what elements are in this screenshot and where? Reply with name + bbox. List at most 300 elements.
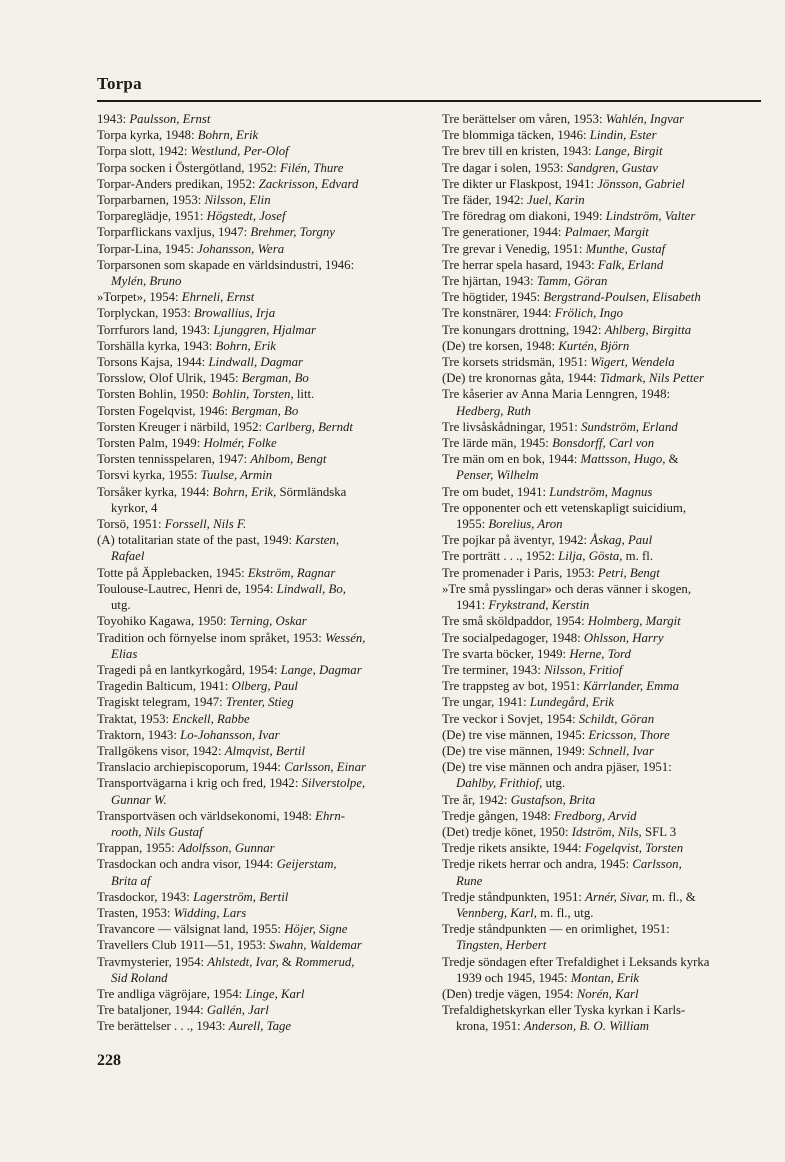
entry-title: utg. <box>111 598 131 613</box>
entry-author: Holmberg, Margit <box>587 614 681 629</box>
index-entry <box>97 921 419 937</box>
running-head: Torpa <box>97 74 142 93</box>
index-entry <box>442 646 764 662</box>
index-entry <box>97 581 419 613</box>
index-entry <box>97 954 419 986</box>
index-entry <box>442 500 764 532</box>
index-entry <box>442 711 764 727</box>
index-entry <box>97 711 419 727</box>
entry-title: (Det) tredje könet, 1950: <box>442 824 572 839</box>
entry-continuation <box>442 937 764 953</box>
index-entry <box>442 630 764 646</box>
entry-author: Ehrneli, Ernst <box>181 290 255 305</box>
entry-author: Ljunggren, Hjalmar <box>213 322 317 337</box>
entry-author: Bohrn, Erik, <box>212 484 277 499</box>
entry-author: Holmér, Folke <box>203 436 277 451</box>
entry-author: Lundegård, Erik <box>529 695 615 710</box>
entry-author: Gunnar W. <box>111 792 167 807</box>
entry-title: Tre terminer, 1943: <box>442 662 545 677</box>
index-entry <box>442 613 764 629</box>
entry-title: Traktorn, 1943: <box>97 727 181 742</box>
entry-author: Rafael <box>111 549 145 564</box>
entry-author: Paulsson, Ernst <box>129 112 211 126</box>
index-entry <box>442 192 764 208</box>
index-entry <box>97 694 419 710</box>
index-entry <box>97 143 419 159</box>
index-entry <box>442 386 764 418</box>
entry-author: Åskag, Paul <box>590 533 653 548</box>
entry-title: Tre dikter ur Flaskpost, 1941: <box>442 176 598 191</box>
entry-title: Tre herrar spela hasard, 1943: <box>442 257 598 272</box>
entry-continuation <box>442 905 764 921</box>
entry-author: Palmaer, Margit <box>564 225 649 240</box>
entry-author: Vennberg, Karl, <box>456 905 537 920</box>
header-rule <box>97 100 761 102</box>
entry-author: Jönsson, Gabriel <box>597 176 685 191</box>
index-entry <box>97 111 419 127</box>
entry-author: Bohrn, Erik <box>197 128 259 143</box>
index-entry <box>97 257 419 289</box>
entry-title: Tredje ståndpunkten — en orimlighet, 1951: <box>442 922 670 937</box>
entry-author: Juel, Karin <box>527 193 585 208</box>
entry-title: Travmysterier, 1954: <box>97 954 208 969</box>
page-number: 228 <box>97 1052 121 1069</box>
entry-title: Torparflickans vaxljus, 1947: <box>97 225 251 240</box>
entry-author: Wahlén, Ingvar <box>605 112 685 126</box>
entry-title: Torpar-Anders predikan, 1952: <box>97 176 259 191</box>
entry-title: Tre berättelser om våren, 1953: <box>442 112 606 126</box>
entry-title: Tre generationer, 1944: <box>442 225 565 240</box>
index-entry <box>97 192 419 208</box>
entry-author: Lo-Johansson, Ivar <box>180 727 280 742</box>
entry-note: litt. <box>293 387 315 402</box>
entry-title: Travancore — välsignat land, 1955: <box>97 922 285 937</box>
entry-title: Tre svarta böcker, 1949: <box>442 646 570 661</box>
entry-author: Silverstolpe, <box>301 776 366 791</box>
entry-author: Tingsten, Herbert <box>456 938 547 953</box>
index-entry <box>442 127 764 143</box>
index-entry <box>442 354 764 370</box>
entry-title: Tragedi på en lantkyrkogård, 1954: <box>97 662 281 677</box>
index-entry <box>442 678 764 694</box>
entry-author: Bohlin, Torsten, <box>211 387 294 402</box>
entry-title: 1939 och 1945, 1945: <box>456 970 571 985</box>
index-entry <box>442 451 764 483</box>
entry-note: Sörmländska <box>276 484 347 499</box>
entry-continuation <box>97 597 419 613</box>
entry-author: Frölich, Ingo <box>554 306 624 321</box>
entry-author: Carlberg, Berndt <box>265 419 353 434</box>
entry-author: Bergman, Bo <box>231 403 299 418</box>
entry-author: Nilsson, Fritiof <box>544 662 623 677</box>
index-entry <box>442 322 764 338</box>
entry-title: Torsten Palm, 1949: <box>97 436 204 451</box>
index-entry <box>97 775 419 807</box>
index-entry <box>442 257 764 273</box>
entry-title: Torshälla kyrka, 1943: <box>97 338 216 353</box>
entry-author: Bergstrand-Poulsen, Elisabeth <box>543 290 701 305</box>
entry-author: Ekström, Ragnar <box>247 565 336 580</box>
entry-title: Tre kåserier av Anna Maria Lenngren, 1948: <box>442 387 671 402</box>
entry-author: Olberg, Paul <box>231 679 298 694</box>
entry-author: Lindwall, Bo, <box>276 581 346 596</box>
entry-author: Ohlsson, Harry <box>583 630 664 645</box>
entry-title: Traktat, 1953: <box>97 711 173 726</box>
entry-title: Tre om budet, 1941: <box>442 484 550 499</box>
entry-title: (De) tre vise männen och andra pjäser, 1951: <box>442 760 672 775</box>
entry-title: Trasdockan och andra visor, 1944: <box>97 857 277 872</box>
entry-title: Trappan, 1955: <box>97 841 178 856</box>
entry-continuation <box>97 873 419 889</box>
entry-continuation <box>97 646 419 662</box>
entry-author: Terning, Oskar <box>229 614 307 629</box>
entry-author: Westlund, Per-Olof <box>190 144 289 159</box>
entry-title: Torrfurors land, 1943: <box>97 322 214 337</box>
entry-title: Tre högtider, 1945: <box>442 290 544 305</box>
index-entry <box>97 403 419 419</box>
entry-author: Tuulse, Armin <box>200 468 273 483</box>
index-entry <box>97 435 419 451</box>
entry-author: Fogelqvist, Torsten <box>584 841 684 856</box>
entry-title: Tragedin Balticum, 1941: <box>97 679 232 694</box>
entry-title: Tre män om en bok, 1944: <box>442 452 581 467</box>
entry-author: Wessén, <box>325 630 366 645</box>
entry-title: Tredje gången, 1948: <box>442 808 554 823</box>
index-entry <box>442 727 764 743</box>
entry-title: Tre blommiga täcken, 1946: <box>442 128 590 143</box>
entry-author: Geijerstam, <box>276 857 337 872</box>
entry-title: Tre pojkar på äventyr, 1942: <box>442 533 591 548</box>
index-entry <box>442 743 764 759</box>
entry-title: Torpar-Lina, 1945: <box>97 241 198 256</box>
entry-title: Tre korsets stridsmän, 1951: <box>442 355 591 370</box>
entry-title: (Den) tredje vägen, 1954: <box>442 986 577 1001</box>
entry-author: Gustafson, Brita <box>510 792 596 807</box>
entry-author: Nilsson, Elin <box>204 193 271 208</box>
entry-title: Tre porträtt . . ., 1952: <box>442 549 559 564</box>
index-entry <box>442 289 764 305</box>
entry-title: Tragiskt telegram, 1947: <box>97 695 226 710</box>
entry-title: (De) tre vise männen, 1945: <box>442 727 589 742</box>
entry-author: Lange, Dagmar <box>280 662 362 677</box>
entry-author: Idström, Nils, <box>571 824 642 839</box>
entry-author: Munthe, Gustaf <box>585 241 666 256</box>
entry-author: Swahn, Waldemar <box>269 938 362 953</box>
index-entry <box>442 856 764 888</box>
index-entry <box>97 662 419 678</box>
entry-continuation <box>442 516 764 532</box>
entry-title: Tre ungar, 1941: <box>442 695 530 710</box>
index-entry <box>442 986 764 1002</box>
entry-author: rooth, Nils Gustaf <box>111 824 203 839</box>
entry-author: Arnér, Sivar, <box>585 889 649 904</box>
entry-author: Montan, Erik <box>570 970 640 985</box>
entry-author: Falk, Erland <box>597 257 664 272</box>
entry-title: Transportvägarna i krig och fred, 1942: <box>97 776 302 791</box>
entry-note: & <box>278 954 296 969</box>
index-entry <box>97 1018 419 1034</box>
index-entry <box>442 581 764 613</box>
index-entry <box>97 370 419 386</box>
index-entry <box>442 532 764 548</box>
entry-title: Tradition och förnyelse inom språket, 1953: <box>97 630 326 645</box>
index-entry <box>442 273 764 289</box>
entry-author: Tamm, Göran <box>536 274 608 289</box>
index-entry <box>442 662 764 678</box>
index-entry <box>97 451 419 467</box>
entry-title: Torparbarnen, 1953: <box>97 193 205 208</box>
index-entry <box>442 954 764 986</box>
entry-title: Torsö, 1951: <box>97 517 165 532</box>
entry-author: Rune <box>456 873 483 888</box>
index-entry <box>97 743 419 759</box>
entry-author: Bonsdorff, Carl von <box>552 436 655 451</box>
entry-author: Carlsson, <box>632 857 682 872</box>
entry-author: Lindwall, Dagmar <box>208 355 304 370</box>
entry-author: Höjer, Signe <box>284 922 348 937</box>
entry-author: Brita af <box>111 873 151 888</box>
entry-author: Johansson, Wera <box>197 241 285 256</box>
index-entry <box>97 565 419 581</box>
entry-author: Norén, Karl <box>576 986 639 1001</box>
entry-title: Torsslow, Olof Ulrik, 1945: <box>97 371 242 386</box>
entry-author: Lagerström, Bertil <box>193 889 289 904</box>
index-entry <box>97 224 419 240</box>
entry-title: Trallgökens visor, 1942: <box>97 743 225 758</box>
entry-continuation <box>97 792 419 808</box>
entry-title: Torpa socken i Östergötland, 1952: <box>97 160 280 175</box>
index-entry <box>97 484 419 516</box>
index-entry <box>442 808 764 824</box>
entry-author: Filén, Thure <box>279 160 344 175</box>
entry-author: Hedberg, Ruth <box>456 403 531 418</box>
index-entry <box>97 840 419 856</box>
entry-title: Tredje rikets herrar och andra, 1945: <box>442 857 633 872</box>
index-entry <box>97 630 419 662</box>
entry-title: Tre grevar i Venedig, 1951: <box>442 241 586 256</box>
index-entry <box>442 241 764 257</box>
entry-author: Linge, Karl <box>245 986 305 1001</box>
right-column <box>442 111 764 1035</box>
index-entry <box>97 305 419 321</box>
entry-author: Forssell, Nils F. <box>164 517 247 532</box>
index-entry <box>97 727 419 743</box>
entry-note: & <box>665 452 679 467</box>
entry-author: Widding, Lars <box>173 905 247 920</box>
entry-author: Tidmark, Nils Petter <box>599 371 704 386</box>
index-entry <box>442 759 764 791</box>
entry-author: Elias <box>111 646 138 661</box>
entry-title: (De) tre korsen, 1948: <box>442 338 559 353</box>
entry-title: Tre år, 1942: <box>442 792 511 807</box>
entry-title: Tre dagar i solen, 1953: <box>442 160 567 175</box>
index-entry <box>97 516 419 532</box>
entry-title: Torpa slott, 1942: <box>97 144 191 159</box>
entry-title: Trefaldighetskyrkan eller Tyska kyrkan i Karls- <box>442 1003 686 1018</box>
entry-title: (De) tre vise männen, 1949: <box>442 743 589 758</box>
entry-title: Torpa kyrka, 1948: <box>97 128 198 143</box>
entry-author: Borelius, Aron <box>488 517 563 532</box>
entry-title: Torsten tennisspelaren, 1947: <box>97 452 251 467</box>
entry-continuation <box>442 403 764 419</box>
entry-note: m. fl., utg. <box>536 905 594 920</box>
index-entry <box>97 208 419 224</box>
entry-author: Penser, Wilhelm <box>456 468 539 483</box>
index-entry <box>442 208 764 224</box>
entry-note: m. fl., & <box>648 889 696 904</box>
left-column <box>97 111 419 1035</box>
entry-title: Tre brev till en kristen, 1943: <box>442 144 595 159</box>
entry-author: Adolfsson, Gunnar <box>177 841 275 856</box>
entry-title: Travellers Club 1911—51, 1953: <box>97 938 270 953</box>
entry-author: Bergman, Bo <box>241 371 309 386</box>
entry-author: Almqvist, Bertil <box>224 743 306 758</box>
index-entry <box>97 808 419 840</box>
index-entry <box>442 921 764 953</box>
index-entry <box>97 338 419 354</box>
entry-author: Rommerud, <box>295 954 355 969</box>
entry-title: Transportväsen och världsekonomi, 1948: <box>97 808 316 823</box>
entry-author: Ehrn- <box>315 808 345 823</box>
index-entry <box>442 224 764 240</box>
entry-title: Tre hjärtan, 1943: <box>442 274 537 289</box>
entry-author: Enckell, Rabbe <box>172 711 250 726</box>
index-entry <box>442 824 764 840</box>
entry-author: Schnell, Ivar <box>588 743 654 758</box>
entry-continuation <box>97 548 419 564</box>
index-entry <box>442 176 764 192</box>
entry-title: Totte på Äpplebacken, 1945: <box>97 565 248 580</box>
entry-continuation <box>442 970 764 986</box>
entry-note: utg. <box>542 776 566 791</box>
entry-author: Fredborg, Arvid <box>553 808 637 823</box>
index-entry <box>442 419 764 435</box>
index-entry <box>97 386 419 402</box>
entry-title: Trasdockor, 1943: <box>97 889 194 904</box>
index-entry <box>442 484 764 500</box>
entry-author: Brehmer, Torgny <box>250 225 335 240</box>
index-entry <box>97 613 419 629</box>
index-entry <box>442 435 764 451</box>
entry-author: Trenter, Stieg <box>225 695 294 710</box>
entry-continuation <box>442 873 764 889</box>
entry-title: Tre bataljoner, 1944: <box>97 1003 207 1018</box>
index-entry <box>97 160 419 176</box>
entry-author: Browallius, Irja <box>193 306 276 321</box>
entry-author: Sundström, Erland <box>581 419 678 434</box>
entry-author: Lange, Birgit <box>594 144 663 159</box>
entry-title: Tre små sköldpaddor, 1954: <box>442 614 588 629</box>
entry-title: Torsvi kyrka, 1955: <box>97 468 201 483</box>
entry-title: Tre konstnärer, 1944: <box>442 306 555 321</box>
index-entry <box>442 1002 764 1034</box>
index-entry <box>97 532 419 564</box>
entry-title: Tre opponenter och ett vetenskapligt suicidium, <box>442 500 687 515</box>
entry-title: Trasten, 1953: <box>97 905 174 920</box>
entry-continuation <box>97 273 419 289</box>
entry-author: Bohrn, Erik <box>215 338 276 353</box>
index-entry <box>97 759 419 775</box>
entry-title: Tre promenader i Paris, 1953: <box>442 565 598 580</box>
index-entry <box>97 856 419 888</box>
index-entry <box>97 127 419 143</box>
entry-continuation <box>97 500 419 516</box>
entry-title: Tre konungars drottning, 1942: <box>442 322 605 337</box>
entry-author: Lindström, Valter <box>605 209 696 224</box>
index-entry <box>97 889 419 905</box>
index-entry <box>442 370 764 386</box>
index-entry <box>442 111 764 127</box>
entry-title: Torsten Kreuger i närbild, 1952: <box>97 419 266 434</box>
entry-continuation <box>442 775 764 791</box>
entry-author: Karsten, <box>295 533 340 548</box>
entry-author: Wigert, Wendela <box>590 355 675 370</box>
index-entry <box>97 354 419 370</box>
index-entry <box>97 241 419 257</box>
entry-author: Schildt, Göran <box>578 711 655 726</box>
entry-title: Tredje söndagen efter Trefaldighet i Leksands kyrka <box>442 954 710 969</box>
entry-title: Tre socialpedagoger, 1948: <box>442 630 584 645</box>
entry-title: Tre föredrag om diakoni, 1949: <box>442 209 606 224</box>
entry-title: (De) tre kronornas gåta, 1944: <box>442 371 600 386</box>
entry-title: Toyohiko Kagawa, 1950: <box>97 614 230 629</box>
entry-title: krona, 1951: <box>456 1019 524 1034</box>
entry-author: Sid Roland <box>111 970 168 985</box>
index-entry <box>97 905 419 921</box>
index-entry <box>442 840 764 856</box>
entry-title: Torsten Bohlin, 1950: <box>97 387 212 402</box>
entry-title: kyrkor, 4 <box>111 500 158 515</box>
entry-author: Gallén, Jarl <box>206 1003 269 1018</box>
entry-continuation <box>97 824 419 840</box>
entry-title: Tre veckor i Sovjet, 1954: <box>442 711 579 726</box>
entry-author: Ericsson, Thore <box>588 727 670 742</box>
entry-note: SFL 3 <box>641 824 677 839</box>
entry-author: Carlsson, Einar <box>284 760 366 775</box>
index-entry <box>97 419 419 435</box>
index-entry <box>97 937 419 953</box>
entry-author: Ahlstedt, Ivar, <box>207 954 279 969</box>
entry-title: Torsåker kyrka, 1944: <box>97 484 213 499</box>
entry-title: Tre trappsteg av bot, 1951: <box>442 679 583 694</box>
entry-author: Ahlbom, Bengt <box>250 452 327 467</box>
entry-author: Lilja, Gösta, <box>558 549 623 564</box>
entry-author: Frykstrand, Kerstin <box>488 598 590 613</box>
entry-title: Torsons Kajsa, 1944: <box>97 355 209 370</box>
entry-title: Torplyckan, 1953: <box>97 306 194 321</box>
entry-title: Toulouse-Lautrec, Henri de, 1954: <box>97 581 277 596</box>
index-entry <box>442 143 764 159</box>
entry-title: Torpareglädje, 1951: <box>97 209 207 224</box>
entry-continuation <box>442 1018 764 1034</box>
index-entry <box>97 1002 419 1018</box>
entry-title: (A) totalitarian state of the past, 1949: <box>97 533 296 548</box>
index-entry <box>97 986 419 1002</box>
index-entry <box>442 160 764 176</box>
entry-title: Tre andliga vägröjare, 1954: <box>97 986 246 1001</box>
entry-continuation <box>97 970 419 986</box>
entry-author: Högstedt, Josef <box>206 209 286 224</box>
entry-title: Translacio archiepiscoporum, 1944: <box>97 760 285 775</box>
entry-title: Tre lärde män, 1945: <box>442 436 553 451</box>
entry-title: Tre berättelser . . ., 1943: <box>97 1019 229 1034</box>
index-entry <box>442 792 764 808</box>
entry-author: Sandgren, Gustav <box>566 160 658 175</box>
entry-author: Mylén, Bruno <box>111 274 182 289</box>
entry-continuation <box>442 467 764 483</box>
entry-author: Kärrlander, Emma <box>583 679 679 694</box>
index-entry <box>442 338 764 354</box>
